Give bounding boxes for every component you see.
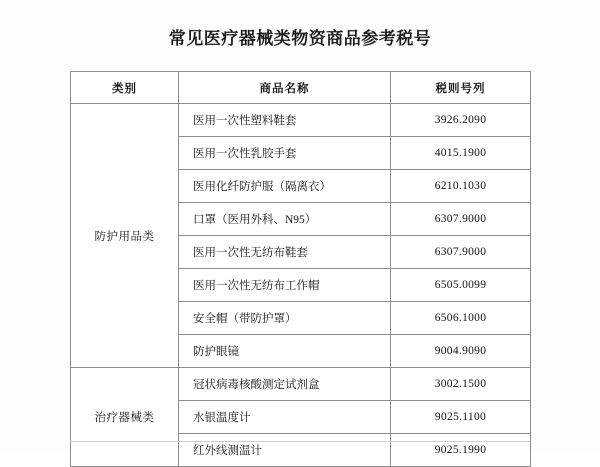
page-title: 常见医疗器械类物资商品参考税号 (168, 29, 432, 48)
tax-code-cell: 6307.9000 (391, 236, 531, 269)
product-name-cell: 水银温度计 (179, 401, 391, 434)
tax-code-cell: 6210.1030 (391, 170, 531, 203)
column-header-tax-code: 税则号列 (391, 72, 531, 104)
table-header-row (71, 72, 531, 104)
tax-code-cell: 9004.9090 (391, 335, 531, 368)
product-name-cell: 医用一次性无纺布鞋套 (179, 236, 391, 269)
product-name-cell: 医用一次性乳胶手套 (179, 137, 391, 170)
category-cell-protective: 防护用品类 (71, 104, 179, 368)
tax-code-table (70, 71, 531, 467)
product-name-cell: 冠状病毒核酸测定试剂盒 (179, 368, 391, 401)
tax-code-cell: 6505.0099 (391, 269, 531, 302)
table-body (71, 104, 531, 467)
product-name-cell: 红外线测温计 (179, 434, 391, 467)
tax-code-cell: 3926.2090 (391, 104, 531, 137)
product-name-cell: 医用化纤防护服（隔离衣） (179, 170, 391, 203)
product-name-cell: 医用一次性无纺布工作帽 (179, 269, 391, 302)
product-name-cell: 防护眼镜 (179, 335, 391, 368)
category-cell-treatment: 治疗器械类 (71, 368, 179, 467)
product-name-cell: 医用一次性塑料鞋套 (179, 104, 391, 137)
tax-code-cell: 4015.1900 (391, 137, 531, 170)
tax-code-cell: 6307.9000 (391, 203, 531, 236)
table-row (71, 368, 531, 401)
table-header (71, 72, 531, 104)
table-container (70, 71, 530, 467)
tax-code-cell: 9025.1990 (391, 434, 531, 467)
page-divider (70, 441, 530, 442)
column-header-category: 类别 (71, 72, 179, 104)
product-name-cell: 口罩（医用外科、N95） (179, 203, 391, 236)
tax-code-cell: 9025.1100 (391, 401, 531, 434)
tax-code-cell: 3002.1500 (391, 368, 531, 401)
column-header-product-name: 商品名称 (179, 72, 391, 104)
tax-code-cell: 6506.1000 (391, 302, 531, 335)
product-name-cell: 安全帽（带防护罩） (179, 302, 391, 335)
table-row (71, 104, 531, 137)
